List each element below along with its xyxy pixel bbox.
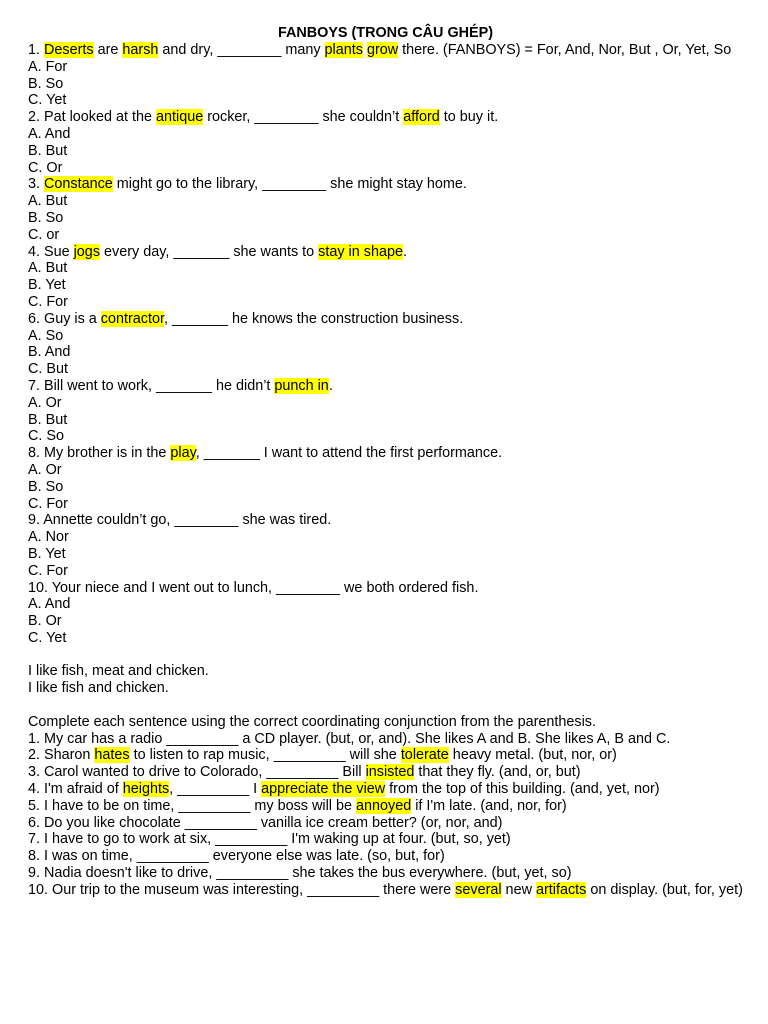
highlighted-word: jogs — [73, 243, 101, 260]
quiz-line — [28, 428, 743, 445]
text-run: A. Or — [28, 394, 62, 411]
quiz-line — [28, 42, 743, 59]
text-run: 3. Carol wanted to drive to Colorado, _________ Bill — [28, 764, 366, 781]
quiz-line — [28, 580, 743, 597]
highlighted-word: punch in — [274, 377, 329, 394]
text-run: 2. Pat looked at the — [28, 109, 157, 126]
text-run: 9. Annette couldn’t go, ________ she was tired. — [28, 512, 332, 529]
quiz-line — [28, 563, 743, 580]
text-run: there. (FANBOYS) = For, And, Nor, But , Or, Yet, So — [398, 42, 732, 58]
quiz-line — [28, 613, 743, 630]
quiz-line — [28, 244, 743, 261]
text-run: C. Or — [28, 159, 63, 176]
document-title: FANBOYS (TRONG CÂU GHÉP) — [277, 25, 494, 41]
quiz-line — [28, 294, 743, 311]
text-run: 7. Bill went to work, _______ he didn’t — [28, 377, 275, 394]
quiz-section-fanboys — [28, 42, 743, 647]
text-run: C. Yet — [28, 629, 67, 646]
quiz-line — [28, 143, 743, 160]
text-run: B. But — [28, 142, 68, 159]
text-run: that they fly. (and, or, but) — [414, 764, 581, 781]
text-run: 9. Nadia doesn't like to drive, _________ she takes the bus everywhere. (but, yet, so) — [28, 865, 572, 882]
text-run: 10. Our trip to the museum was interesting, _________ there were — [28, 881, 456, 898]
text-run: to buy it. — [439, 109, 499, 126]
text-run: 6. Guy is a — [28, 310, 101, 327]
exercise-line — [28, 781, 743, 798]
text-run: B. Yet — [28, 277, 66, 294]
exercise-line — [28, 747, 743, 764]
text-run: 1. — [28, 42, 44, 58]
quiz-line — [28, 160, 743, 177]
highlighted-word: heights — [122, 781, 170, 798]
text-run: B. So — [28, 209, 64, 226]
text-run: and dry, ________ many — [158, 42, 325, 58]
text-run: to listen to rap music, _________ will she — [129, 747, 401, 764]
text-run: new — [501, 881, 536, 898]
examples-block — [28, 663, 743, 697]
text-run: from the top of this building. (and, yet, nor) — [385, 781, 660, 798]
example-sentence: I like fish, meat and chicken. — [28, 663, 209, 680]
spacer — [28, 697, 743, 714]
quiz-line — [28, 109, 743, 126]
quiz-line — [28, 496, 743, 513]
quiz-line — [28, 395, 743, 412]
text-run: C. For — [28, 562, 68, 579]
text-run: might go to the library, ________ she might stay home. — [112, 176, 467, 193]
quiz-line — [28, 462, 743, 479]
quiz-line — [28, 479, 743, 496]
text-run: 6. Do you like chocolate _________ vanilla ice cream better? (or, nor, and) — [28, 814, 503, 831]
text-run: on display. (but, for, yet) — [586, 881, 743, 898]
highlighted-word: hates — [94, 747, 130, 764]
quiz-line — [28, 76, 743, 93]
text-run: 4. I'm afraid of — [28, 781, 123, 798]
highlighted-word: play — [170, 445, 196, 462]
text-run: B. Yet — [28, 545, 66, 562]
text-run: B. Or — [28, 613, 62, 630]
text-run: every day, _______ she wants to — [100, 243, 319, 260]
highlighted-word: artifacts — [535, 881, 587, 898]
document-page — [28, 25, 743, 899]
text-run: , _______ I want to attend the first performance. — [195, 445, 503, 462]
text-run: B. But — [28, 411, 68, 428]
quiz-line — [28, 277, 743, 294]
quiz-line — [28, 412, 743, 429]
text-run: C. But — [28, 361, 68, 378]
quiz-line — [28, 126, 743, 143]
exercise-line — [28, 831, 743, 848]
text-run: are — [93, 42, 123, 58]
example-sentence: I like fish and chicken. — [28, 680, 169, 697]
quiz-line — [28, 361, 743, 378]
exercise-line — [28, 731, 743, 748]
quiz-line — [28, 193, 743, 210]
text-run: A. But — [28, 193, 68, 210]
highlighted-word: grow — [366, 42, 399, 58]
text-run: A. So — [28, 327, 64, 344]
highlighted-word: insisted — [365, 764, 415, 781]
highlighted-word: annoyed — [355, 797, 412, 814]
text-run: A. Or — [28, 461, 62, 478]
spacer — [28, 647, 743, 664]
text-run: A. But — [28, 260, 68, 277]
quiz-line — [28, 311, 743, 328]
text-run: heavy metal. (but, nor, or) — [448, 747, 617, 764]
text-run: 8. I was on time, _________ everyone else was late. (so, but, for) — [28, 848, 445, 865]
quiz-line — [28, 630, 743, 647]
quiz-line — [28, 512, 743, 529]
text-run: C. So — [28, 428, 64, 445]
quiz-line — [28, 260, 743, 277]
text-run: C. Yet — [28, 92, 67, 109]
text-run: C. For — [28, 293, 68, 310]
highlighted-word: Constance — [44, 176, 113, 193]
quiz-line — [28, 344, 743, 361]
text-run: 10. Your niece and I went out to lunch, ________ we both ordered fish. — [28, 579, 479, 596]
highlighted-word: Deserts — [44, 42, 94, 58]
text-run: 2. Sharon — [28, 747, 95, 764]
exercise-line — [28, 865, 743, 882]
text-run: , _______ he knows the construction business. — [164, 310, 464, 327]
text-run: A. And — [28, 125, 71, 142]
text-run: 1. My car has a radio _________ a CD player. (but, or, and). She likes A and B. She likes A, B and C. — [28, 730, 671, 747]
highlighted-word: harsh — [122, 42, 159, 58]
highlighted-word: contractor — [100, 310, 164, 327]
text-run: 3. — [28, 176, 44, 193]
text-run: C. or — [28, 226, 60, 243]
exercise-line — [28, 764, 743, 781]
highlighted-word: afford — [403, 109, 440, 126]
quiz-line — [28, 529, 743, 546]
quiz-line — [28, 176, 743, 193]
quiz-line — [28, 59, 743, 76]
text-run: B. So — [28, 478, 64, 495]
text-run: if I'm late. (and, nor, for) — [411, 797, 567, 814]
highlighted-word: several — [455, 881, 502, 898]
highlighted-word: plants — [324, 42, 363, 58]
quiz-section-conjunctions — [28, 731, 743, 899]
quiz-line — [28, 328, 743, 345]
text-run: 4. Sue — [28, 243, 74, 260]
quiz-line — [28, 596, 743, 613]
quiz-line — [28, 210, 743, 227]
exercise-line — [28, 815, 743, 832]
exercise-line — [28, 882, 743, 899]
text-run: B. And — [28, 344, 71, 361]
exercise-line — [28, 798, 743, 815]
quiz-line — [28, 378, 743, 395]
quiz-line — [28, 445, 743, 462]
text-run: A. For — [28, 58, 68, 75]
highlighted-word: appreciate the view — [261, 781, 386, 798]
highlighted-word: antique — [156, 109, 204, 126]
text-run: 5. I have to be on time, _________ my boss will be — [28, 797, 356, 814]
highlighted-word: tolerate — [400, 747, 449, 764]
text-run: rocker, ________ she couldn’t — [203, 109, 404, 126]
text-run: B. So — [28, 75, 64, 92]
text-run: 8. My brother is in the — [28, 445, 171, 462]
text-run: , _________ I — [169, 781, 262, 798]
quiz-line — [28, 227, 743, 244]
text-run: . — [328, 377, 333, 394]
quiz-line — [28, 546, 743, 563]
quiz-line — [28, 92, 743, 109]
text-run: A. Nor — [28, 529, 69, 546]
text-run: . — [402, 243, 407, 260]
text-run: A. And — [28, 596, 71, 613]
section2-instructions: Complete each sentence using the correct coordinating conjunction from the parenthesis. — [28, 713, 596, 730]
exercise-line — [28, 848, 743, 865]
highlighted-word: stay in shape — [318, 243, 403, 260]
text-run: C. For — [28, 495, 68, 512]
text-run: 7. I have to go to work at six, _________ I'm waking up at four. (but, so, yet) — [28, 831, 511, 848]
